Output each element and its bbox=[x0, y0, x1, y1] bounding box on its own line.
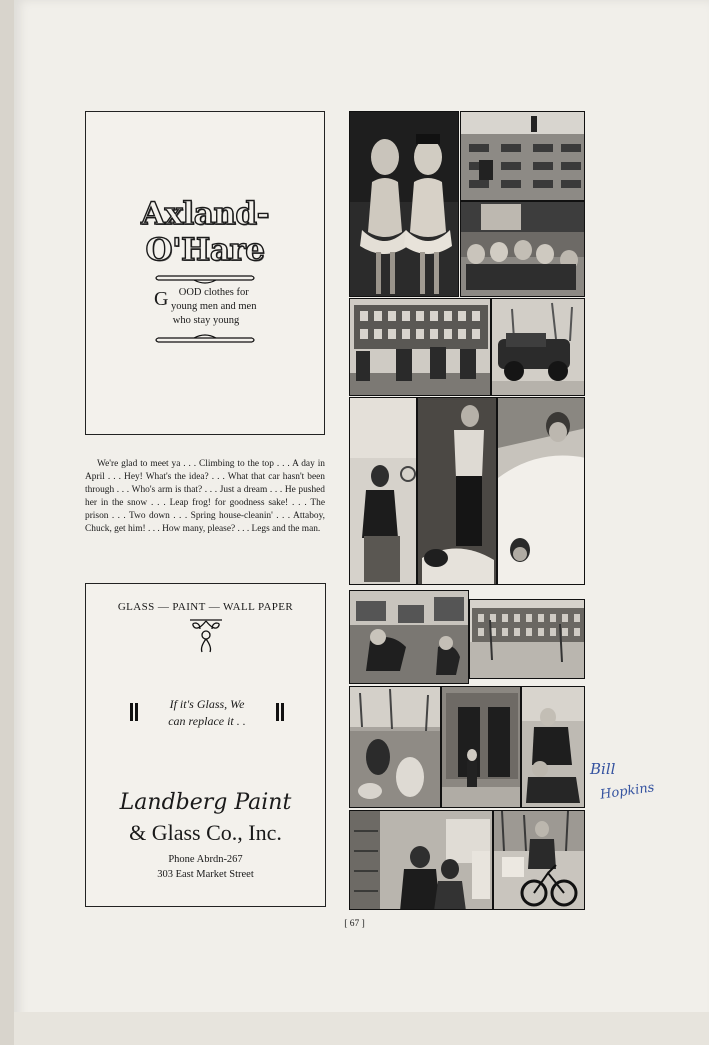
photo-boy-at-door bbox=[417, 397, 497, 585]
page-number: [ 67 ] bbox=[344, 919, 365, 929]
photo-old-car bbox=[491, 298, 585, 396]
ornament-icon bbox=[188, 617, 224, 655]
ad-header: GLASS — PAINT — WALL PAPER bbox=[117, 601, 294, 613]
photo-masked-dancers bbox=[349, 111, 459, 297]
photo-girl-with-ring bbox=[349, 397, 417, 585]
handwritten-note bbox=[586, 760, 686, 820]
ad-title: Axland-O'Hare bbox=[141, 196, 269, 268]
slogan-initial: G bbox=[154, 288, 169, 310]
photo-school-building-students bbox=[349, 298, 491, 396]
landberg-paint-ad bbox=[85, 583, 326, 907]
bar-left bbox=[130, 703, 133, 721]
phone-number: Phone Abrdn-267 bbox=[168, 854, 243, 865]
photo-two-boys bbox=[521, 686, 585, 808]
photo-campus-building bbox=[469, 599, 585, 679]
slogan-text: OOD clothes for young men and men who stay young bbox=[171, 287, 257, 326]
company-line-2: & Glass Co., Inc. bbox=[129, 820, 282, 845]
photo-outdoor-game bbox=[349, 686, 441, 808]
tagline-line-2: can replace it . . bbox=[168, 714, 246, 728]
photo-captions: We're glad to meet ya . . . Climbing to the top . . . A day in April . . . Hey! What's the idea? . . . What that car hasn't been through . . . Who's arm is that? . . . Just a dream . . . He pushed her in the snow . . . Leap frog! for goodness sake! . . . The prison . . . Two down . . . Spring house-cleanin' . . . Attaboy, Chuck, get him! . . . How many, please? . . . Legs and the man. bbox=[85, 459, 325, 535]
tagline-box bbox=[134, 693, 280, 733]
photo-group-on-lawn bbox=[460, 201, 585, 297]
note-line-2: Hopkins bbox=[599, 780, 656, 803]
page-edge bbox=[14, 1012, 709, 1045]
photo-climbing-building bbox=[460, 111, 585, 201]
company-line-1: Landberg Paint bbox=[119, 790, 292, 815]
ad-slogan bbox=[154, 286, 258, 328]
tagline-line-1: If it's Glass, We bbox=[169, 697, 245, 711]
axland-ohare-ad bbox=[85, 111, 325, 435]
street-address: 303 East Market Street bbox=[157, 869, 254, 880]
photo-leapfrog bbox=[349, 590, 469, 684]
company-name bbox=[86, 788, 325, 848]
photo-boy-bicycle bbox=[493, 810, 585, 910]
photo-snow-boy bbox=[497, 397, 585, 585]
photo-classroom bbox=[349, 810, 493, 910]
bar-right-2 bbox=[281, 703, 284, 721]
photo-prison-doorway bbox=[441, 686, 521, 808]
contact-info bbox=[86, 852, 325, 882]
note-line-1: Bill bbox=[590, 760, 616, 778]
tagline bbox=[134, 696, 280, 730]
